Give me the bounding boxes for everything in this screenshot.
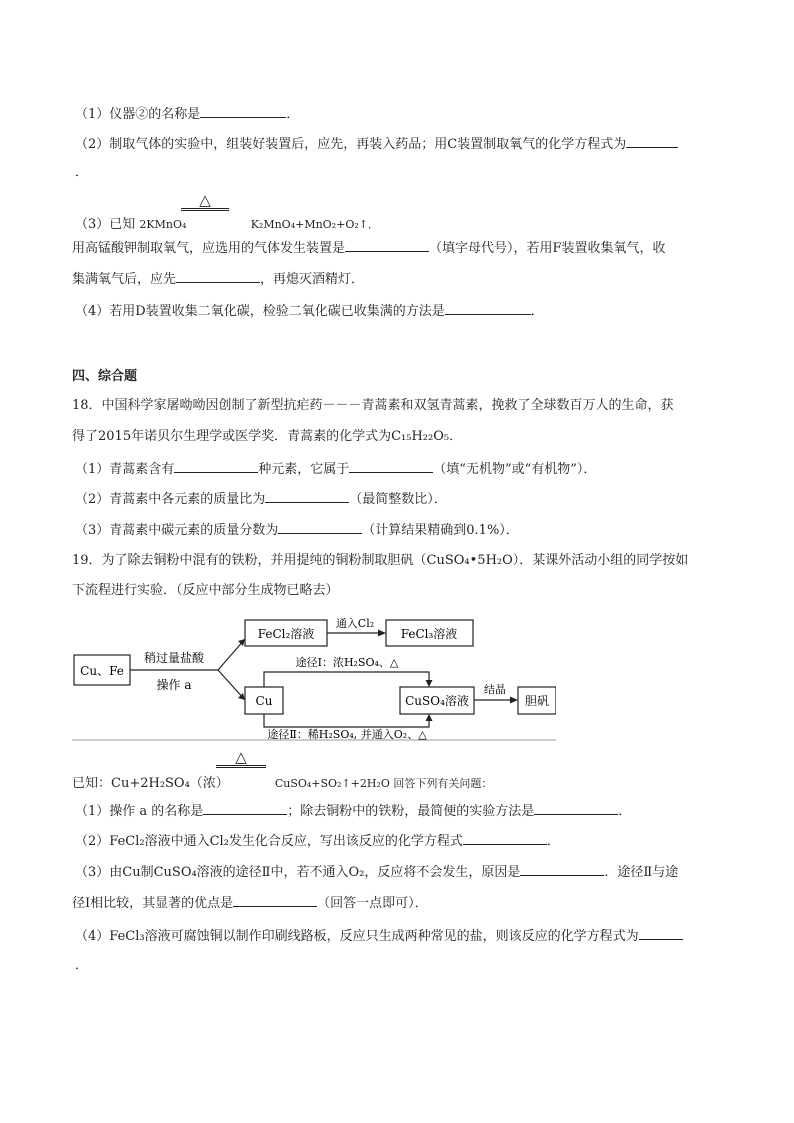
box-cu-label: Cu <box>255 694 273 708</box>
q17-part1-text: （1）仪器②的名称是 <box>75 107 201 122</box>
route2-label: 途径Ⅱ：稀H₂SO₄, 并通入O₂、△ <box>267 728 427 741</box>
q19-part2: （2）FeCl₂溶液中通入Cl₂发生化合反应，写出该反应的化学方程式 ． <box>75 834 560 849</box>
answer-blank[interactable] <box>445 302 531 315</box>
q19-part4-tail: ． <box>75 958 89 973</box>
box-fecl3-label: FeCl₃溶液 <box>400 627 458 641</box>
reaction-condition <box>181 192 229 211</box>
arrow-cl2-label: 通入Cl₂ <box>335 617 375 630</box>
q19-part3b: 径Ⅰ相比较，其显著的优点是 （回答一点即可）． <box>72 896 428 911</box>
heat-symbol: △ <box>235 748 247 766</box>
q19-part4: （4）FeCl₃溶液可腐蚀铜以制作印刷线路板，反应只生成两种常见的盐，则该反应的化学方程式为 <box>75 927 683 946</box>
q17-part3a: 用高锰酸钾制取氧气，应选用的气体发生装置是 （填字母代号），若用F装置收集氧气，收 <box>72 241 666 256</box>
answer-blank[interactable] <box>174 460 258 473</box>
route1-label: 途径Ⅰ：浓H₂SO₄、△ <box>295 656 399 669</box>
answer-blank[interactable] <box>520 863 604 876</box>
q17-part3b: 集满氧气后，应先 ，再熄灭酒精灯． <box>72 272 365 287</box>
q17-part2 <box>75 135 678 154</box>
q19-stem-line1: 19．为了除去铜粉中混有的铁粉，并用提纯的铜粉制取胆矾（CuSO₄•5H₂O）．某课外活动小组的同学按如 <box>72 553 689 568</box>
q18-part3: （3）青蒿素中碳元素的质量分数为 （计算结果精确到0.1%）． <box>75 523 519 538</box>
section-title: 四、综合题 <box>72 369 138 384</box>
answer-blank[interactable] <box>233 894 317 907</box>
q17-part2-text: （2）制取气体的实验中，组装好装置后，应先，再装入药品；用C装置制取氧气的化学方程式为 <box>75 137 627 152</box>
box-fecl2-label: FeCl₂溶液 <box>257 627 315 641</box>
reaction-condition-2 <box>216 749 266 768</box>
q19-part1: （1）操作 a 的名称是 ；除去铜粉中的铁粉，最简便的实验方法是 ． <box>75 804 632 819</box>
answer-blank[interactable] <box>265 490 349 503</box>
q17-part4: （4）若用D装置收集二氧化碳，检验二氧化碳已收集满的方法是 ． <box>75 304 544 319</box>
heat-symbol: △ <box>199 191 211 209</box>
q18-part1: （1）青蒿素含有 种元素，它属于 （填“无机物”或“有机物”）． <box>75 462 597 477</box>
answer-blank[interactable] <box>639 927 683 940</box>
box-danfan-label: 胆矾 <box>524 694 550 708</box>
answer-blank[interactable] <box>349 460 433 473</box>
q19-part3a: （3）由Cu制CuSO₄溶液的途径Ⅱ中，若不通入O₂，反应将不会发生，原因是 ．途径Ⅱ与途 <box>75 865 679 880</box>
answer-blank[interactable] <box>278 521 362 534</box>
q17-part3-equation: （3）已知 2KMnO₄ K₂MnO₄+MnO₂+O₂↑． <box>75 217 379 232</box>
step1-operation: 操作 a <box>156 678 192 692</box>
step1-reagent: 稍过量盐酸 <box>143 651 205 665</box>
process-flow-diagram <box>72 614 556 742</box>
box-cuso4-label: CuSO₄溶液 <box>405 694 469 708</box>
answer-blank[interactable] <box>176 270 260 283</box>
answer-blank[interactable] <box>534 802 618 815</box>
q18-stem-line1: 18．中国科学家屠呦呦因创制了新型抗疟药－－－青蒿素和双氢青蒿素，挽救了全球数百万人的生命，获 <box>72 398 674 413</box>
q19-known: 已知：Cu+2H₂SO₄（浓） CuSO₄+SO₂↑+2H₂O 回答下列有关问题： <box>72 776 493 791</box>
answer-blank[interactable] <box>463 832 547 845</box>
answer-blank[interactable] <box>203 802 287 815</box>
answer-blank[interactable] <box>200 105 286 118</box>
q17-part2-tail: ． <box>75 165 89 180</box>
crystal-label: 结晶 <box>484 683 506 696</box>
q19-stem-line2: 下流程进行实验．（反应中部分生成物已略去） <box>72 583 339 598</box>
answer-blank[interactable] <box>345 239 429 252</box>
q18-stem-line2: 得了2015年诺贝尔生理学或医学奖．青蒿素的化学式为C₁₅H₂₂O₅． <box>72 429 463 444</box>
q17-part1: （1）仪器②的名称是 ． <box>75 107 300 122</box>
answer-blank[interactable] <box>626 135 678 148</box>
q18-part2: （2）青蒿素中各元素的质量比为 （最简整数比）． <box>75 492 447 507</box>
box-cu-fe-label: Cu、Fe <box>80 664 124 678</box>
